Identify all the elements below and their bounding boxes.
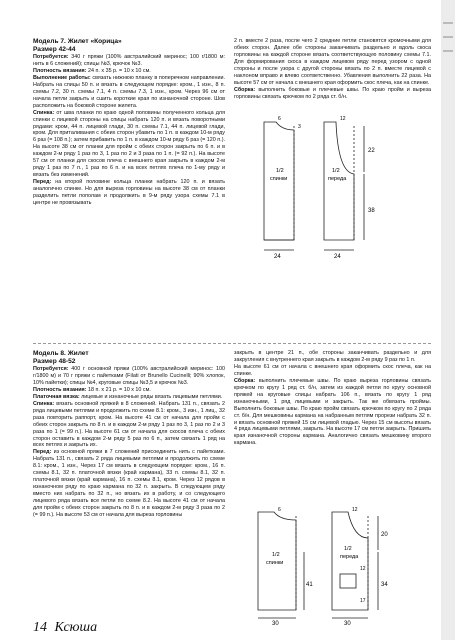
paragraph-heading: Потребуется: — [33, 366, 69, 372]
paragraph-text: из основной пряжи в 7 сложений присоединить нить с пайетками. Набрать 131 п., связать 2 ряда лицевыми петлями и продолжить по схеме 8.1: кром., 1 изн., Через 17 см вязать в следующем порядке: кром., 16 п. схемы 8.1, 32 п. платочной вязки (край кармана), 33 п. схемы 8.1, 32 п. платочной вязки (край кармана), 16 п. схемы 8.1, кром. Через 12 рядов в изнаночном ряду по краю кармана по 32 п. закрыть. В следующем ряду вместо них набрать по 32 п., но вязать их в работу, и со следующего лицевого ряда вязать все петли по схеме 8.2. На высоте 41 см от начала для пройм с обеих сторон закрыть по 8 п. и в каждом 2-м ряду 3 раза по 2 (= 99 п.). На высоте 53 см от начала для выреза горловины — [33, 449, 225, 519]
vest8-paragraph — [33, 394, 225, 401]
vest7-right-column — [234, 38, 431, 260]
back-label: спинки — [266, 560, 284, 566]
side-marker — [443, 50, 453, 52]
paragraph-text: 400 г основной пряжи (100% австралийский меринос: 100 г/1800 м) и 70 г пряжи с пайетками (Filati от Brunello Cucinelli; 90% хлопок, 10% пайетки); спицы №4, круговые спицы №3,5 и крючок №3. — [33, 366, 225, 386]
paragraph-heading: Плотность вязания: — [33, 386, 87, 393]
vest8-paragraph — [234, 364, 431, 378]
side-height-label: 41 — [306, 582, 313, 588]
paragraph-heading: Сборка: — [234, 377, 256, 384]
section-divider — [33, 343, 431, 344]
page-footer — [33, 620, 101, 636]
pocket-top-label: 12 — [360, 566, 366, 572]
paragraph-heading: Перед: — [33, 179, 52, 186]
paragraph-heading: Плотность вязания: — [33, 67, 87, 74]
paragraph-heading: Спинка: — [33, 109, 55, 116]
side-tab — [441, 0, 455, 640]
page-number: 14 — [33, 620, 47, 635]
paragraph-text: 18 п. х 21 р. = 10 х 10 см. — [86, 386, 151, 393]
neck-width-label: 12 — [352, 507, 358, 513]
paragraph-text: выполнить боковые и плечевые швы. По краю пройм и выреза горловины связать крючком по 2 ряда ст. б/н. — [234, 86, 431, 100]
paragraph-text: вязать основной пряжей в 8 сложений. Набрать 131 п., связать 2 ряда лицевыми петлями и продолжить по схеме 8.1: кром., 3 изн., 1 лиц., 32 раза повторить раппорт, кром. На высоте 41 см от начала для пройм с обеих сторон закрыть по 8 п. и в каждом 2-м ряду 1 раз по 3, 1 раз по 2 и 3 раза по 1 (= 99 п.). На высоте 61 см от начала для скосов плеча с обеих сторон оставить в каждом 2-м ряду 5 раз по 6 п., затем связать 1 ряд на всех петлях и закрыть их. — [33, 400, 225, 449]
neck-width-label: 12 — [340, 116, 346, 122]
paragraph-heading: Спинка: — [33, 400, 55, 407]
back-half-label: 1/2 — [276, 168, 284, 174]
vest7-schematic — [254, 112, 394, 262]
side-marker — [443, 36, 453, 38]
vest8-title: Модель 8. Жилет — [33, 350, 89, 357]
front-piece-outline — [332, 512, 368, 610]
paragraph-text: лицевые и изнаночные ряды вязать лицевыми петлями. — [79, 393, 223, 400]
back-half-label: 1/2 — [272, 552, 280, 558]
paragraph-heading: Выполнение работы: — [33, 74, 91, 81]
front-half-label: 1/2 — [344, 546, 352, 552]
upper-height-label: 22 — [368, 148, 375, 154]
front-label: переда — [328, 176, 347, 182]
back-width-label: 30 — [272, 621, 279, 626]
paragraph-text: связать нижнюю планку в поперечном направлении. Набрать на спицы 50 п. и вязать в следующем порядке: кром., 1 изн., 8 п. схемы 7.2, 30 п. схемы 7.1, 4 п. схемы 7.3, 1 изн., кром. Через 96 см от начала петли закрыть и сшить короткие края по изнаночной стороне. Шов расположить на боковой стороне жилета. — [33, 74, 225, 109]
vest8-right-column — [234, 350, 431, 626]
paragraph-text: на второй половине кольца планки набрать 120 п. и вязать аналогично спинке. Но для выреза горловины на высоте 38 см от планки разделить петли пополам и продолжить в 9-м ряду узора схемы 7.1 в центре не провязывать — [33, 179, 225, 207]
front-label: переда — [340, 554, 359, 560]
vest8-paragraph — [33, 401, 225, 450]
vest8-paragraph — [33, 366, 225, 387]
vest7-paragraph — [234, 38, 431, 87]
paragraph-text: закрыть в центре 21 п., обе стороны заканчивать раздельно и для закругления с внутреннего края закрыть в каждом 2-м ряду 9 раз по 1 п. — [234, 350, 431, 363]
side-marker — [443, 22, 453, 24]
lower-height-label: 38 — [368, 208, 375, 214]
vest8-paragraph — [234, 378, 431, 448]
vest7-paragraph — [33, 110, 225, 180]
paragraph-text: На высоте 61 см от начала с внешнего края оформить скос плеча, как на спинке. — [234, 363, 431, 377]
front-width-label: 30 — [344, 621, 351, 626]
vest7-section — [33, 38, 431, 336]
shoulder-height-label: 3 — [298, 124, 301, 130]
vest8-left-column — [33, 350, 225, 519]
vest8-paragraph — [33, 387, 225, 394]
magazine-name: Ксюша — [54, 620, 98, 635]
vest7-paragraph — [33, 179, 225, 207]
paragraph-heading: Сборка: — [234, 86, 256, 93]
vest8-paragraph — [234, 350, 431, 364]
back-label: спинки — [270, 176, 288, 182]
paragraph-text: выполнить плечевые швы. По краю выреза горловины связать крючком по кругу 1 ряд ст. б/н, затем из каждой петли по кругу основной пряжей на круговые спицы набрать 106 п., вязать по кругу 1 ряд изнаночными, 1 ряд лицевыми и закрыть. Так же обвязать проймы. Выполнить боковые швы. По краю пройм связать крючком по кругу по 2 ряда ст. б/н. Для мешковины кармана на набранным петлям прорези набрать 32 п. и вязать основной пряжей 15 см лицевой гладью. Через 15 см высоты вязать 4 ряда лицевыми петлями, закрыть. На высоте 17 см петли закрыть. Пришить края изнаночной стороны кармана. Аналогично связать мешковину второго кармана. — [234, 377, 431, 447]
pocket-height-label: 17 — [360, 598, 366, 604]
paragraph-heading: Перед: — [33, 449, 52, 456]
upper-height-label: 20 — [381, 532, 388, 538]
vest7-title: Модель 7. Жилет «Корица» — [33, 38, 122, 45]
shoulder-width-label: 6 — [278, 116, 281, 122]
vest7-left-column — [33, 38, 225, 207]
vest7-size: Размер 42-44 — [33, 46, 76, 53]
front-half-label: 1/2 — [332, 168, 340, 174]
vest7-paragraph — [33, 54, 225, 68]
paragraph-heading: Платочная вязка: — [33, 393, 80, 400]
vest7-paragraph — [33, 68, 225, 75]
paragraph-text: 24 п. х 35 р. = 10 х 10 см. — [86, 67, 151, 74]
vest8-size: Размер 48-52 — [33, 358, 76, 365]
vest7-paragraph — [234, 87, 431, 101]
vest8-paragraph — [33, 449, 225, 519]
paragraph-text: 2 п. вместе 2 раза, после чего 2 средние петли становятся кромочными для обеих сторон. Далее обе стороны заканчивать раздельно и вдоль скоса горловины на каждой стороне вязать соответствующую половину схемы 7.1. Для формирования скоса в каждом лицевом ряду перед узором с одной стороны и после узора с другой стороны вязать по 2 п. вместе лицевой с наклоном вправо и влево соответственно. Убавления выполнить 22 раза. На высоте 57 см от начала с внешнего края оформить скос плеча, как на спинке. — [234, 38, 431, 86]
pocket-outline — [340, 574, 356, 588]
vest7-paragraph — [33, 75, 225, 110]
vest8-section — [33, 350, 431, 626]
paragraph-text: 340 г пряжи (100% австралийский меринос; 100 г/1800 м: нить в 6 сложений); спицы №3, крючок №3. — [33, 54, 225, 67]
paragraph-text: от шва планки по краю одной половины полученного кольца для спинки с лицевой стороны на спицы набрать 120 п. и вязать поворотными рядами: кром, 44 п. лицевой глади, 30 п. схемы 7.1, 44 п. лицевой глади, кром. Для приталивания с обеих сторон убавить по 1 п. в каждом 10-м ряду 6 раз (= 108 п.); затем прибавить по 1 п. в каждом 10-м ряду 6 раз (= 120 п.). На высоте 38 см от планки для пройм с обеих сторон закрыть по 6 п. и в каждом 2-м ряду 1 раз по 3, 1 раз по 2 и 3 раза по 1 п. (= 92 п.). На высоте 57 см от планки для скосов плеча с внешнего края закрыть в каждом 2-м ряду 1 раз по 7 п., 1 раз по 6 п. и на всех петлях плеча по 1-му ряду и вязать без изменений. — [33, 109, 225, 179]
front-width-label: 24 — [334, 254, 341, 260]
paragraph-heading: Потребуется: — [33, 54, 69, 60]
vest8-schematic — [244, 506, 414, 626]
shoulder-width-label: 6 — [278, 507, 281, 513]
lower-height-label: 34 — [381, 582, 388, 588]
back-width-label: 24 — [274, 254, 281, 260]
